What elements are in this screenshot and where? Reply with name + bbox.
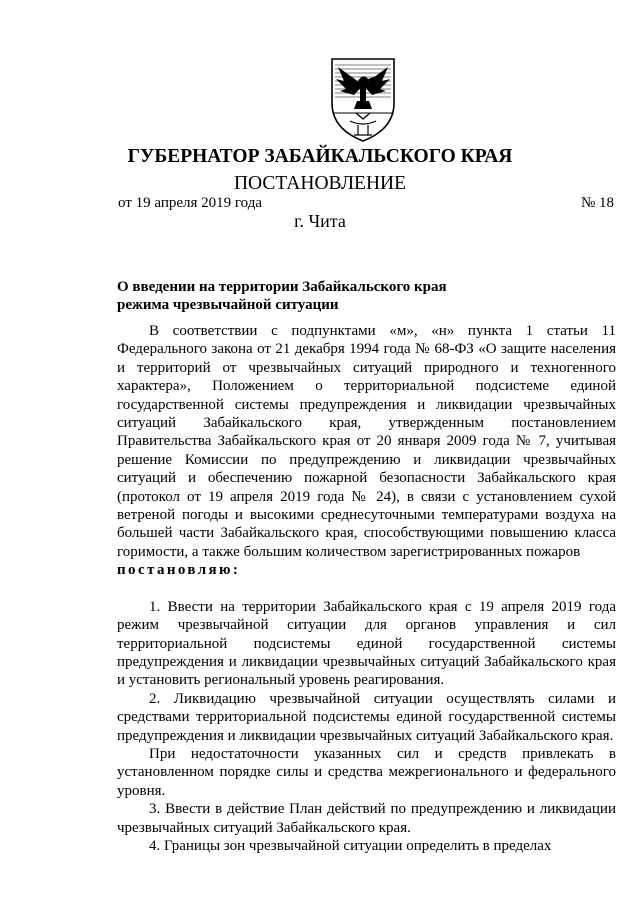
document-heading — [117, 278, 597, 314]
item-paragraph: 2. Ликвидацию чрезвычайной ситуации осуществлять силами и средствами территориальной подсистемы единой государственной системы предупреждения и ликвидации чрезвычайных ситуаций Забайкальского края. — [117, 690, 616, 744]
coat-of-arms-icon — [328, 55, 398, 143]
city-name: г. Чита — [294, 211, 346, 231]
document-type: ПОСТАНОВЛЕНИЕ — [233, 173, 407, 194]
item-paragraph: При недостаточности указанных сил и средств привлекать в установленном порядке силы и средства межрегионального и федерального уровня. — [117, 745, 616, 799]
heading-line: режима чрезвычайной ситуации — [117, 297, 339, 313]
resolve-word: постановляю: — [117, 562, 241, 579]
heading-line: О введении на территории Забайкальского края — [117, 279, 447, 295]
governor-title: ГУБЕРНАТОР ЗАБАЙКАЛЬСКОГО КРАЯ — [127, 146, 513, 167]
item-paragraph: 1. Ввести на территории Забайкальского края с 19 апреля 2019 года режим чрезвычайной ситуации для органов управления и сил территориальной подсистемы единой государственной системы предупреждения и ликвидации чрезвычайных ситуаций Забайкальского края и установить региональный уровень реагирования. — [117, 598, 616, 689]
preamble-paragraph: В соответствии с подпунктами «м», «н» пункта 1 статьи 11 Федерального закона от 21 декабря 1994 года № 68-ФЗ «О защите населения и территорий от чрезвычайных ситуаций природного и техногенного характера», Положением о территориальной подсистеме единой государственной системы предупреждения и ликвидации чрезвычайных ситуаций Забайкальского края, утвержденным постановлением Правительства Забайкальского края от 20 января 2009 года № 7, учитывая решение Комиссии по предупреждению и ликвидации чрезвычайных ситуаций и обеспечению пожарной безопасности Забайкальского края (протокол от 19 апреля 2019 года № 24), в связи с установлением сухой ветреной погоды и высокими среднесуточными температурами воздуха на большей части Забайкальского края, способствующими повышению класса горимости, а также большим количеством зарегистрированных пожаров — [117, 323, 616, 560]
document-body — [117, 322, 616, 855]
document-number: № 18 — [580, 195, 614, 211]
item-paragraph: 3. Ввести в действие План действий по предупреждению и ликвидации чрезвычайных ситуаций Забайкальского края. — [117, 801, 616, 836]
document-date: от 19 апреля 2019 года — [118, 195, 263, 211]
item-paragraph: 4. Границы зон чрезвычайной ситуации определить в пределах — [149, 837, 552, 854]
